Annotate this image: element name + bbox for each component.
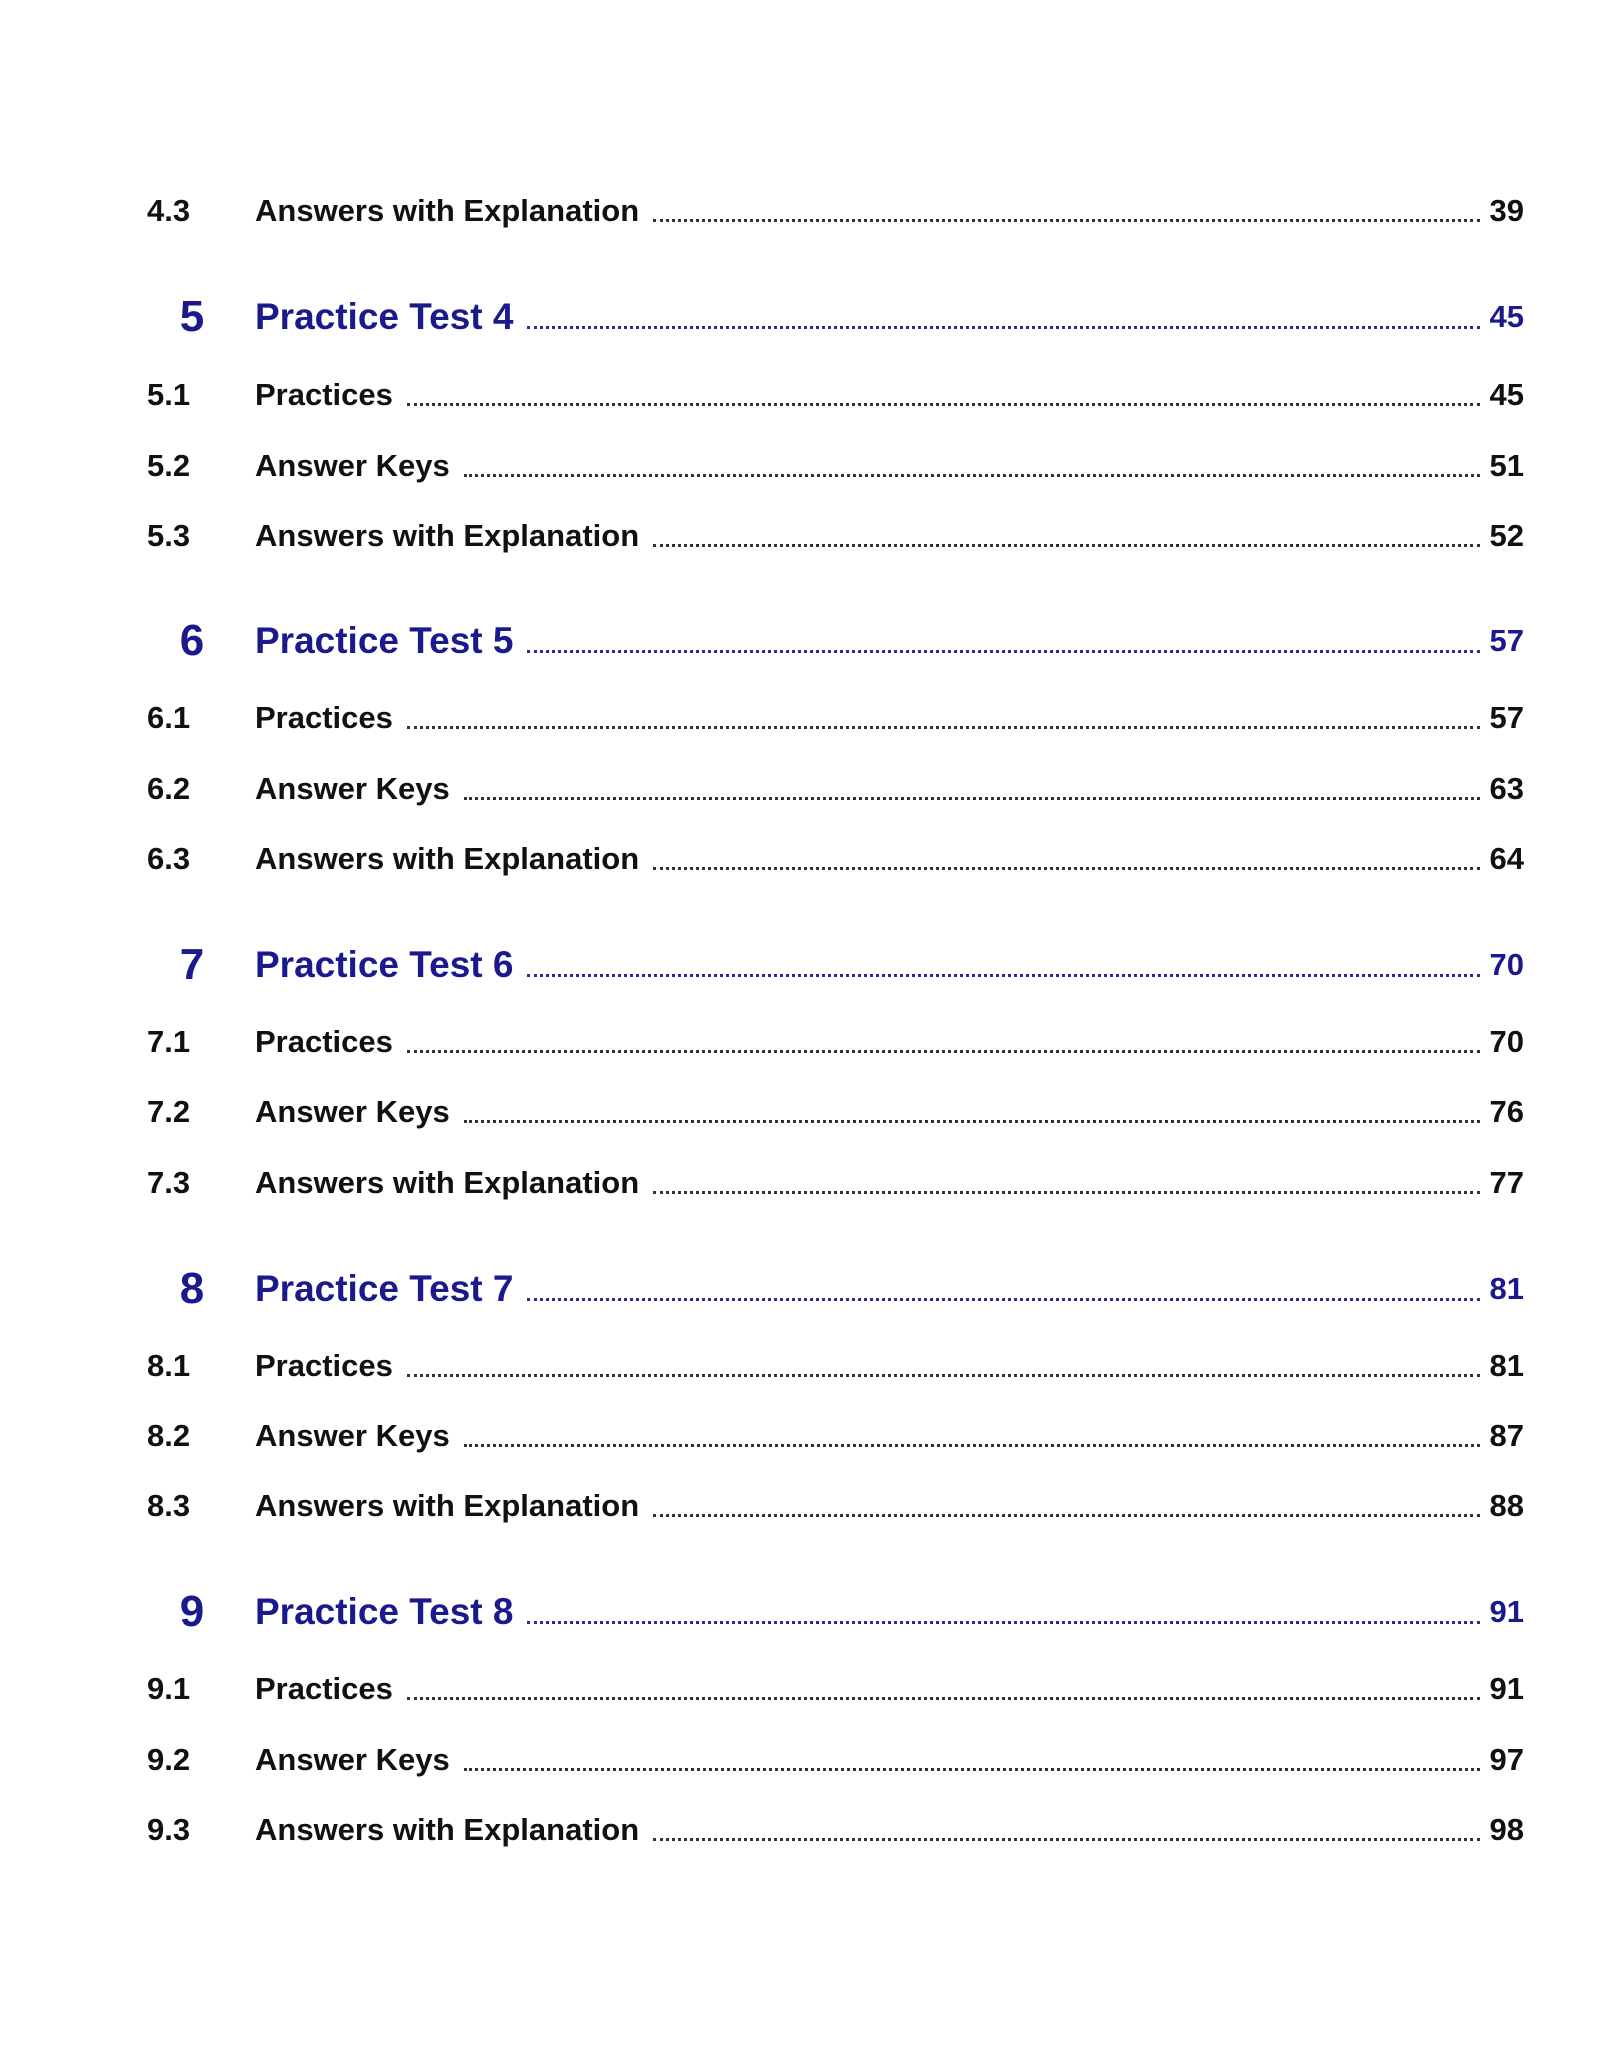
page-number[interactable]: 81 [1489, 1271, 1524, 1306]
section-title[interactable]: Answers with Explanation [255, 841, 640, 876]
chapter-title[interactable]: Practice Test 6 [255, 944, 514, 985]
section-title[interactable]: Answers with Explanation [255, 1488, 640, 1523]
toc-chapter-8[interactable] [147, 1264, 1524, 1314]
section-title[interactable]: Answer Keys [255, 771, 450, 806]
toc-entry-8-1[interactable] [147, 1341, 1524, 1391]
toc-chapter-5[interactable] [147, 292, 1524, 342]
dot-leader [527, 650, 1479, 653]
toc-entry-9-3[interactable] [147, 1805, 1524, 1855]
section-title[interactable]: Answers with Explanation [255, 1812, 640, 1847]
section-title[interactable]: Practices [255, 377, 393, 412]
dot-leader [464, 1768, 1480, 1771]
section-number: 6.1 [147, 700, 191, 735]
section-number: 9.2 [147, 1742, 191, 1777]
section-number: 7.3 [147, 1165, 191, 1200]
dot-leader [407, 1697, 1480, 1700]
page-number[interactable]: 77 [1489, 1165, 1524, 1200]
page-number[interactable]: 63 [1489, 771, 1524, 806]
page-number[interactable]: 64 [1489, 841, 1524, 876]
section-title[interactable]: Answer Keys [255, 1742, 450, 1777]
chapter-number: 8 [179, 1264, 205, 1313]
toc-entry-6-3[interactable] [147, 834, 1524, 884]
page-number[interactable]: 57 [1489, 623, 1524, 658]
dot-leader [407, 1374, 1480, 1377]
dot-leader [527, 974, 1479, 977]
section-number: 7.1 [147, 1024, 191, 1059]
page-number[interactable]: 45 [1489, 377, 1524, 412]
toc-entry-9-2[interactable] [147, 1735, 1524, 1785]
toc-entry-7-3[interactable] [147, 1158, 1524, 1208]
section-number: 8.3 [147, 1488, 191, 1523]
page-number[interactable]: 97 [1489, 1742, 1524, 1777]
page-number[interactable]: 45 [1489, 299, 1524, 334]
chapter-number: 6 [179, 616, 205, 665]
section-title[interactable]: Practices [255, 1671, 393, 1706]
section-number: 4.3 [147, 193, 191, 228]
page-number[interactable]: 70 [1489, 1024, 1524, 1059]
chapter-number: 5 [179, 292, 205, 341]
dot-leader [464, 1444, 1480, 1447]
dot-leader [464, 474, 1480, 477]
toc-entry-8-2[interactable] [147, 1411, 1524, 1461]
toc-chapter-7[interactable] [147, 940, 1524, 990]
dot-leader [527, 326, 1479, 329]
section-number: 8.2 [147, 1418, 191, 1453]
page-number[interactable]: 76 [1489, 1094, 1524, 1129]
section-number: 5.2 [147, 448, 191, 483]
page-number[interactable]: 52 [1489, 518, 1524, 553]
toc-entry-7-2[interactable] [147, 1087, 1524, 1137]
dot-leader [653, 867, 1479, 870]
section-title[interactable]: Practices [255, 1348, 393, 1383]
section-title[interactable]: Answer Keys [255, 1094, 450, 1129]
page-number[interactable]: 39 [1489, 193, 1524, 228]
toc-entry-6-1[interactable] [147, 693, 1524, 743]
section-number: 5.1 [147, 377, 191, 412]
chapter-number: 9 [179, 1587, 205, 1636]
page-number[interactable]: 98 [1489, 1812, 1524, 1847]
dot-leader [653, 219, 1479, 222]
section-number: 9.3 [147, 1812, 191, 1847]
dot-leader [653, 1514, 1479, 1517]
toc-entry-5-1[interactable] [147, 370, 1524, 420]
section-title[interactable]: Answer Keys [255, 448, 450, 483]
toc-entry-5-3[interactable] [147, 511, 1524, 561]
section-number: 9.1 [147, 1671, 191, 1706]
page-number[interactable]: 91 [1489, 1594, 1524, 1629]
chapter-title[interactable]: Practice Test 4 [255, 296, 514, 337]
dot-leader [653, 1191, 1479, 1194]
toc-entry-8-3[interactable] [147, 1481, 1524, 1531]
toc-entry-7-1[interactable] [147, 1017, 1524, 1067]
toc-entry-9-1[interactable] [147, 1664, 1524, 1714]
toc-entry-6-2[interactable] [147, 764, 1524, 814]
dot-leader [464, 797, 1480, 800]
dot-leader [653, 544, 1479, 547]
section-number: 7.2 [147, 1094, 191, 1129]
section-number: 6.3 [147, 841, 191, 876]
toc-entry-4-3[interactable] [147, 186, 1524, 236]
toc-chapter-6[interactable] [147, 616, 1524, 666]
chapter-number: 7 [179, 940, 205, 989]
page-number[interactable]: 91 [1489, 1671, 1524, 1706]
dot-leader [407, 1050, 1480, 1053]
page-number[interactable]: 57 [1489, 700, 1524, 735]
page-number[interactable]: 51 [1489, 448, 1524, 483]
chapter-title[interactable]: Practice Test 7 [255, 1268, 514, 1309]
section-title[interactable]: Answers with Explanation [255, 193, 640, 228]
page-number[interactable]: 87 [1489, 1418, 1524, 1453]
toc-chapter-9[interactable] [147, 1587, 1524, 1637]
page-number[interactable]: 81 [1489, 1348, 1524, 1383]
section-title[interactable]: Practices [255, 700, 393, 735]
section-title[interactable]: Answer Keys [255, 1418, 450, 1453]
page-number[interactable]: 88 [1489, 1488, 1524, 1523]
dot-leader [527, 1621, 1479, 1624]
section-number: 6.2 [147, 771, 191, 806]
section-title[interactable]: Answers with Explanation [255, 518, 640, 553]
dot-leader [407, 403, 1480, 406]
section-number: 8.1 [147, 1348, 191, 1383]
dot-leader [653, 1838, 1479, 1841]
chapter-title[interactable]: Practice Test 5 [255, 620, 514, 661]
toc-entry-5-2[interactable] [147, 441, 1524, 491]
section-number: 5.3 [147, 518, 191, 553]
chapter-title[interactable]: Practice Test 8 [255, 1591, 514, 1632]
page-number[interactable]: 70 [1489, 947, 1524, 982]
dot-leader [464, 1120, 1480, 1123]
dot-leader [527, 1298, 1479, 1301]
section-title[interactable]: Answers with Explanation [255, 1165, 640, 1200]
section-title[interactable]: Practices [255, 1024, 393, 1059]
dot-leader [407, 726, 1480, 729]
